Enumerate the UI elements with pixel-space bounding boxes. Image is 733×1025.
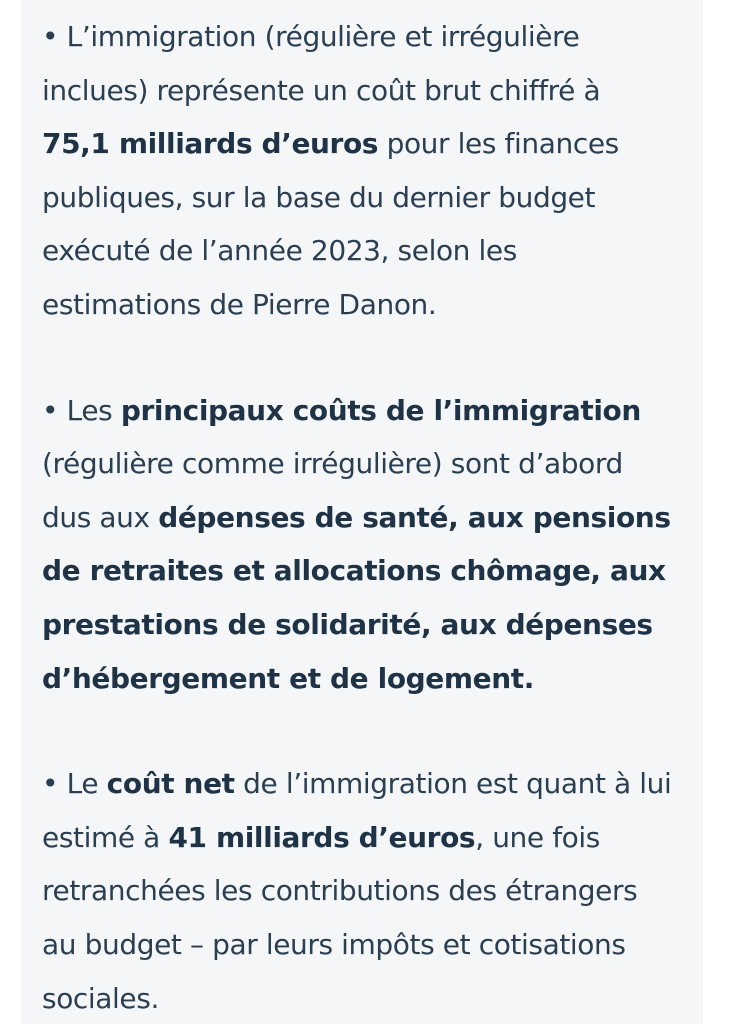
highlight-main-costs: principaux coûts de l’immigration	[120, 393, 641, 427]
highlight-net-cost: coût net	[106, 767, 235, 801]
text-segment: • Le	[42, 767, 107, 801]
text-segment: • L’immigration (régulière et irrégulière inclues) représente un coût brut chiffré à	[42, 20, 601, 107]
text-segment: • Les	[42, 393, 121, 427]
text-segment: (régulière comme irrégulière) sont d’abord dus aux	[42, 447, 623, 534]
highlight-net-amount: 41 milliards d’euros	[168, 820, 476, 854]
article-card	[21, 0, 703, 1024]
text-segment: , une fois retranchées les contributions des étrangers au budget – par leurs impôts et cotisations sociales.	[42, 820, 638, 1015]
bullet-net-cost	[42, 757, 675, 1025]
text-segment: pour les finances publiques, sur la base du dernier budget exécuté de l’année 2023, selon les estimations de Pierre Danon.	[42, 127, 619, 321]
text-segment: de l’immigration est quant à lui estimé à	[42, 767, 672, 854]
highlight-gross-amount: 75,1 milliards d’euros	[42, 127, 379, 161]
bullet-gross-cost	[42, 10, 675, 332]
bullet-main-costs	[42, 384, 675, 706]
highlight-expense-list: dépenses de santé, aux pensions de retraites et allocations chômage, aux prestations de solidarité, aux dépenses d’hébergement et de logement.	[42, 500, 671, 695]
